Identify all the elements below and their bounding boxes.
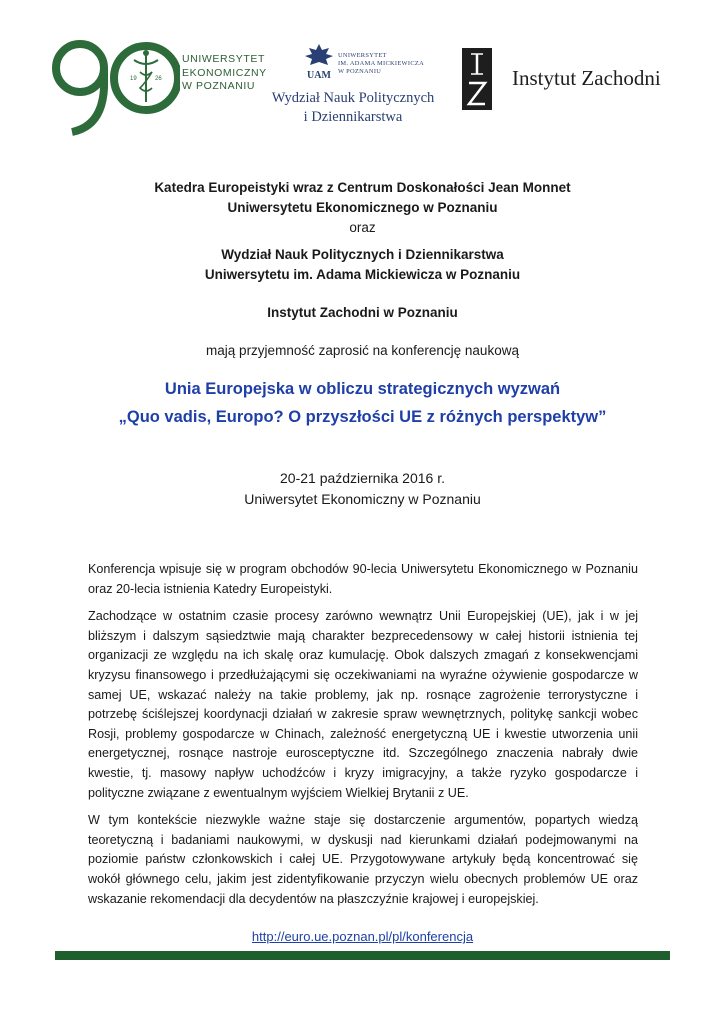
- ue-logo-line-3: W POZNANIU: [182, 80, 256, 92]
- org3-line: Instytut Zachodni w Poznaniu: [267, 305, 458, 320]
- org2-line-1: Wydział Nauk Politycznych i Dziennikarstwa: [221, 247, 504, 262]
- org1-line-2: Uniwersytetu Ekonomicznego w Poznaniu: [227, 200, 498, 215]
- conference-link[interactable]: http://euro.ue.poznan.pl/pl/konferencja: [251, 929, 474, 944]
- paragraph-2: Zachodzące w ostatnim czasie procesy zarówno wewnątrz Unii Europejskiej (UE), jak i w jej bliższym i dalszym sąsiedztwie mają charakter bezprecedensowy w całej historii istnienia tej organizacji ze względu na ich skalę oraz kumulację. Obok dalszych zmagań z konsekwencjami kryzysu finansowego i przedłużającymi się oczekiwaniami na wyraźne ożywienie gospodarcze w samej UE, wskazać należy na takie problemy, jak np. rosnące zagrożenie terrorystyczne i potrzebę ściślejszej koordynacji działań w zakresie spraw wewnętrznych, politykę sankcji wobec Rosji, problemy gospodarcze w Chinach, zależność energetyczną UE i kwestie utworzenia unii energetycznej, rosnące nastroje eurosceptyczne itd. Szczególnego znaczenia nabrały dwie kwestie, tj. masowy napływ uchodźców i kryzy imigracyjny, a także ryzyko gospodarcze i polityczne związane z ewentualnym wyjściem Wielkiej Brytanii z UE.: [88, 609, 638, 800]
- invite-text: mają przyjemność zaprosić na konferencję naukową: [206, 343, 519, 358]
- amu-seal-text: UAM: [307, 70, 331, 81]
- iz-logo-name: Instytut Zachodni: [512, 66, 661, 90]
- iz-mark-icon: [462, 48, 492, 110]
- conference-subtitle: „Quo vadis, Europo? O przyszłości UE z różnych perspektyw”: [118, 408, 607, 426]
- ue-90-mark-icon: [50, 38, 180, 138]
- paragraph-3: W tym kontekście niezwykle ważne staje się dostarczenie argumentów, popartych wiedzą teoretyczną i badaniami naukowymi, w dyskusji nad kierunkami działań podejmowanymi na poziomie państw członkowskich i całej UE. Przygotowywane artykuły będą koncentrować się wokół głównego celu, jakim jest zidentyfikowanie przyczyn wielu obecnych problemów UE oraz wskazanie rekomendacji dla decydentów na płaszczyźnie krajowej i europejskiej.: [88, 813, 638, 906]
- org1-line-1: Katedra Europeistyki wraz z Centrum Doskonałości Jean Monnet: [154, 180, 571, 195]
- ue-logo-line-2: EKONOMICZNY: [182, 66, 267, 79]
- org2-line-2: Uniwersytetu im. Adama Mickiewicza w Poznaniu: [204, 267, 521, 282]
- conference-title: Unia Europejska w obliczu strategicznych wyzwań: [164, 380, 561, 398]
- amu-logo-text: [338, 52, 424, 77]
- event-venue: Uniwersytet Ekonomiczny w Poznaniu: [244, 491, 481, 507]
- amu-eagle-seal-icon: [302, 42, 336, 82]
- ue-logo-text: [182, 53, 267, 94]
- amu-logo: [258, 42, 448, 132]
- amu-dept-line-1: Wydział Nauk Politycznych: [271, 90, 435, 106]
- and-text: oraz: [349, 220, 376, 235]
- ue-year-left: 19: [130, 76, 137, 82]
- ue-year-right: 26: [155, 76, 162, 82]
- amu-logo-line-2: IM. ADAMA MICKIEWICZA: [338, 60, 425, 68]
- amu-dept-line-2: i Dziennikarstwa: [303, 109, 403, 125]
- conference-link-wrapper: [0, 929, 725, 944]
- iz-logo: [462, 48, 692, 114]
- amu-logo-line-3: W POZNANIU: [338, 68, 382, 76]
- ue-logo-line-1: UNIWERSYTET: [182, 53, 266, 65]
- ue-logo: [50, 38, 267, 138]
- body-text: [88, 560, 638, 909]
- event-date: 20-21 października 2016 r.: [280, 470, 445, 486]
- footer-bar: [55, 951, 670, 960]
- amu-logo-line-1: UNIWERSYTET: [338, 52, 387, 59]
- paragraph-1: Konferencja wpisuje się w program obchodów 90-lecia Uniwersytetu Ekonomicznego w Poznaniu oraz 20-lecia istnienia Katedry Europeistyki.: [88, 562, 638, 596]
